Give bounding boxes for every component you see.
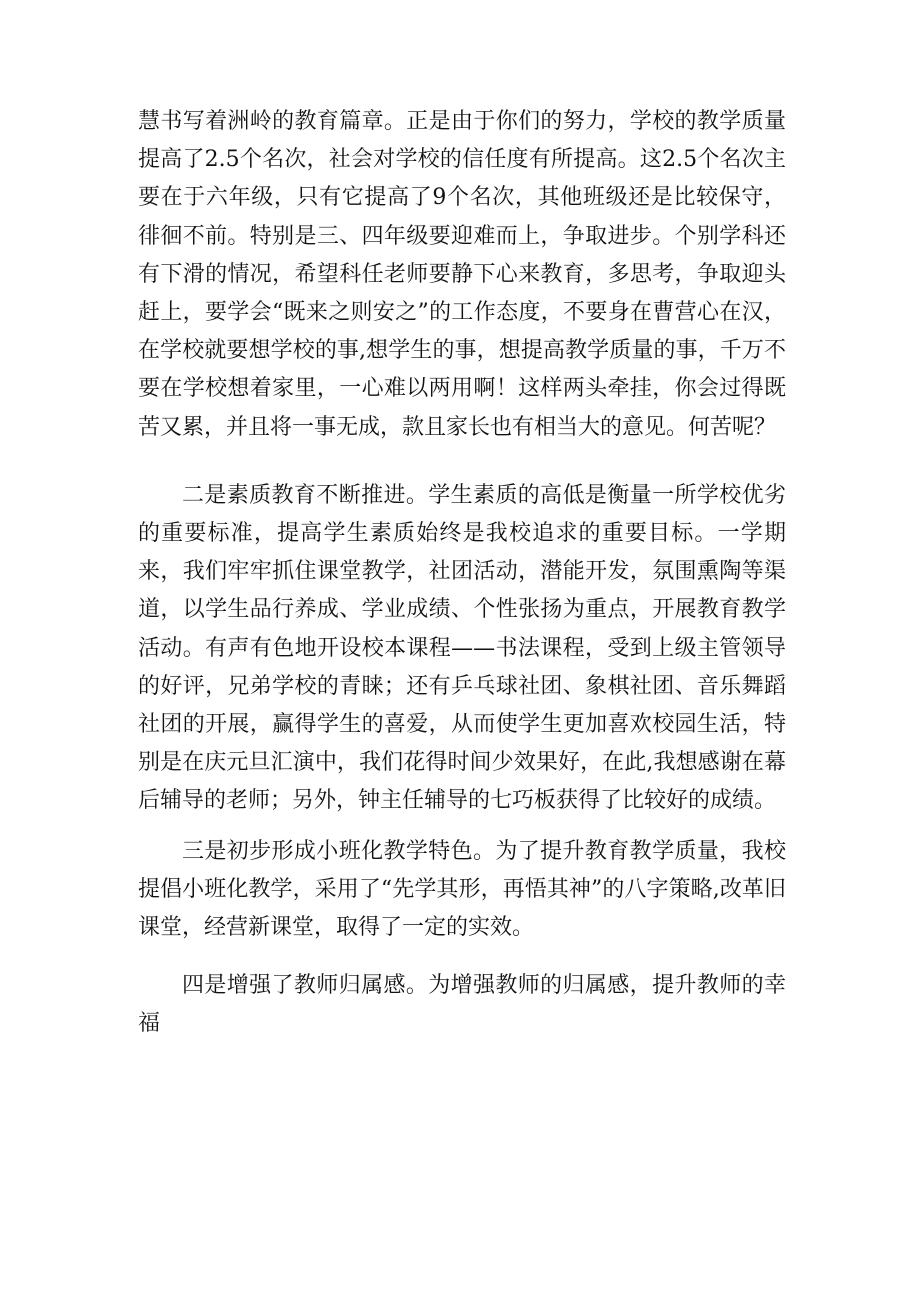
paragraph-1: 慧书写着洲岭的教育篇章。正是由于你们的努力，学校的教学质量提高了2.5个名次，社会对学校的信任度有所提高。这2.5个名次主要在于六年级，只有它提高了9个名次，其他班级还是比较保守，徘徊不前。特别是三、四年级要迎难而上，争取进步。个别学科还有下滑的情况，希望科任老师要静下心来教育，多思考，争取迎头赶上，要学会“既来之则安之”的工作态度，不要身在曹营心在汉，在学校就要想学校的事,想学生的事，想提高教学质量的事，千万不要在学校想着家里，一心难以两用啊！这样两头牵挂，你会过得既苦又累，并且将一事无成，款且家长也有相当大的意见。何苦呢？ [138,109,786,440]
paragraph-2: 二是素质教育不断推进。学生素质的高低是衡量一所学校优劣的重要标准，提高学生素质始终是我校追求的重要目标。一学期来，我们牢牢抓住课堂教学，社团活动，潜能开发，氛围熏陶等渠道，以学生品行养成、学业成绩、个性张扬为重点，开展教育教学活动。有声有色地开设校本课程——书法课程，受到上级主管领导的好评，兄弟学校的青睐；还有乒乓球社团、象棋社团、音乐舞蹈社团的开展，赢得学生的喜爱，从而使学生更加喜欢校园生活，特别是在庆元旦汇演中，我们花得时间少效果好，在此,我想感谢在幕后辅导的老师；另外，钟主任辅导的七巧板获得了比较好的成绩。 [138,482,786,814]
document-page [138,103,786,1044]
paragraph-3: 三是初步形成小班化教学特色。为了提升教育教学质量，我校提倡小班化教学，采用了“先学其形，再悟其神”的八字策略,改革旧课堂，经营新课堂，取得了一定的实效。 [138,838,786,941]
paragraph-4: 四是增强了教师归属感。为增强教师的归属感，提升教师的幸福 [138,973,786,1037]
